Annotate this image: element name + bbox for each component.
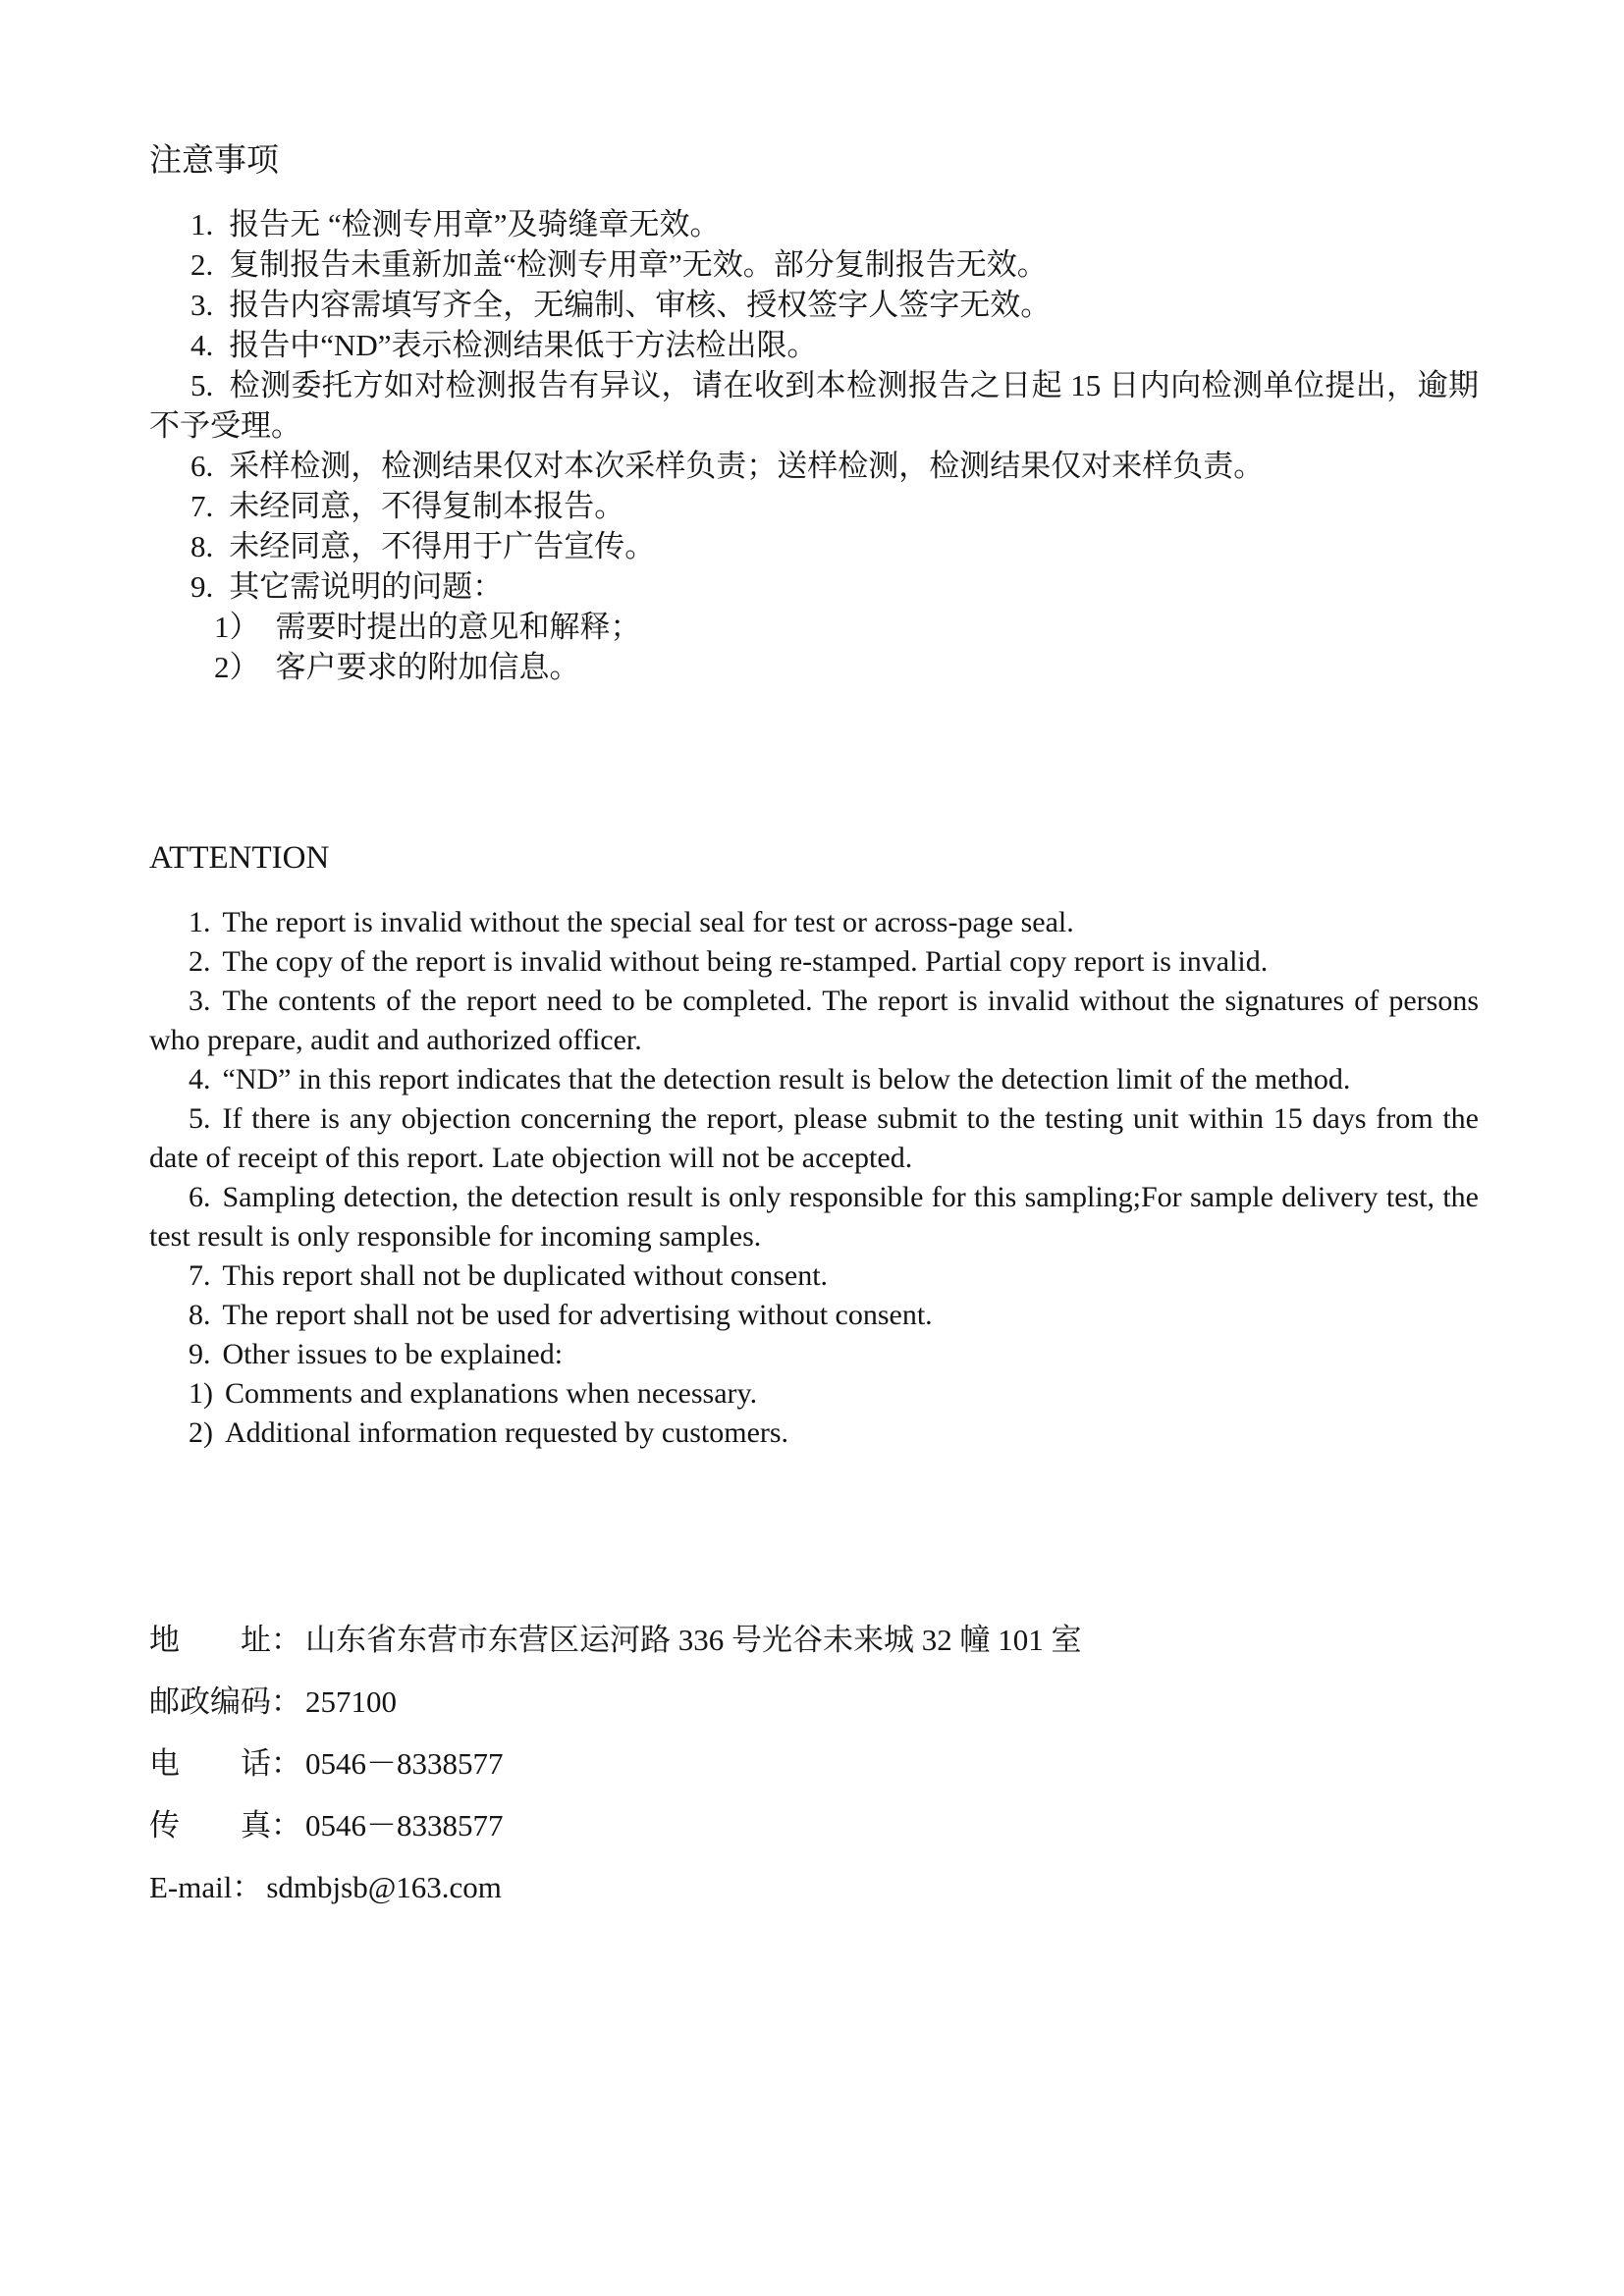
attention-item-text: The copy of the report is invalid without being re-stamped. Partial copy report is invalid. — [222, 945, 1269, 978]
contact-value: 0546－8338577 — [305, 1808, 504, 1842]
notice-item-text: 复制报告未重新加盖“检测专用章”无效。部分复制报告无效。 — [229, 247, 1048, 282]
list-number: 3. — [190, 288, 214, 322]
notice-item — [149, 325, 1479, 365]
contact-label: 邮政编码： — [149, 1684, 301, 1719]
list-number: 2) — [189, 1416, 213, 1449]
attention-title: ATTENTION — [149, 840, 330, 876]
notice-item-text: 未经同意，不得用于广告宣传。 — [229, 529, 656, 563]
notice-item — [149, 244, 1479, 285]
attention-item-text: The contents of the report need to be completed. The report is invalid without the signatures of persons who prepare, audit and authorized officer. — [149, 985, 1479, 1056]
list-number: 1） — [214, 610, 260, 644]
list-number: 7. — [189, 1259, 211, 1292]
notice-item — [149, 526, 1479, 566]
attention-item-text: Comments and explanations when necessary. — [225, 1377, 758, 1410]
list-number: 4. — [190, 328, 214, 362]
list-number: 5. — [190, 368, 214, 402]
list-number: 2. — [189, 945, 211, 978]
list-number: 6. — [189, 1181, 211, 1213]
attention-item — [149, 1296, 1479, 1335]
notice-subitem — [149, 647, 1479, 687]
contact-label: 传 真： — [149, 1808, 301, 1842]
attention-item-text: Sampling detection, the detection result is only responsible for this sampling;For sample delivery test, the test result is only responsible for incoming samples. — [149, 1181, 1479, 1253]
contact-value: sdmbjsb@163.com — [266, 1870, 502, 1904]
notice-item-text: 报告无 “检测专用章”及骑缝章无效。 — [229, 207, 721, 241]
contact-line-fax — [149, 1805, 1479, 1845]
contact-label: 地 址： — [149, 1623, 301, 1657]
list-number: 2. — [190, 247, 214, 282]
list-number: 8. — [190, 529, 214, 563]
notice-item-text: 其它需说明的问题： — [229, 569, 504, 604]
contact-line-email — [149, 1867, 1479, 1907]
notice-item-text: 检测委托方如对检测报告有异议，请在收到本检测报告之日起 15 日内向检测单位提出，逾期不予受理。 — [149, 368, 1479, 443]
notice-item-text: 报告内容需填写齐全，无编制、审核、授权签字人签字无效。 — [229, 288, 1052, 322]
contact-value: 山东省东营市东营区运河路 336 号光谷未来城 32 幢 101 室 — [305, 1623, 1082, 1657]
attention-item — [149, 1060, 1479, 1099]
attention-list — [149, 903, 1479, 1453]
list-number: 3. — [189, 985, 211, 1017]
notice-item-text: 未经同意，不得复制本报告。 — [229, 489, 625, 523]
notice-item — [149, 566, 1479, 607]
attention-item — [149, 1335, 1479, 1374]
notice-title: 注意事项 — [149, 143, 279, 179]
attention-item-text: Additional information requested by customers. — [225, 1416, 789, 1449]
attention-item — [149, 1256, 1479, 1296]
list-number: 7. — [190, 489, 214, 523]
notice-subitem — [149, 607, 1479, 647]
notice-item-text: 需要时提出的意见和解释； — [275, 610, 641, 644]
attention-item — [149, 903, 1479, 942]
contact-line-postcode — [149, 1682, 1479, 1722]
contact-line-address — [149, 1620, 1479, 1660]
attention-item-text: “ND” in this report indicates that the detection result is below the detection limit of the method. — [222, 1063, 1351, 1095]
attention-item — [149, 942, 1479, 982]
notice-list — [149, 204, 1479, 687]
list-number: 1. — [190, 207, 214, 241]
attention-item — [149, 982, 1479, 1060]
attention-item — [149, 1178, 1479, 1256]
attention-item — [149, 1099, 1479, 1178]
list-number: 9. — [190, 569, 214, 604]
attention-subitem — [149, 1374, 1479, 1414]
attention-item-text: This report shall not be duplicated without consent. — [222, 1259, 829, 1292]
notice-item — [149, 486, 1479, 526]
list-number: 1) — [189, 1377, 213, 1410]
contact-block — [149, 1620, 1479, 1907]
attention-item-text: The report is invalid without the special seal for test or across-page seal. — [222, 906, 1074, 938]
list-number: 1. — [189, 906, 211, 938]
contact-label: E-mail： — [149, 1870, 263, 1904]
notice-item-text: 报告中“ND”表示检测结果低于方法检出限。 — [229, 328, 818, 362]
attention-item-text: If there is any objection concerning the report, please submit to the testing unit within 15 days from the date of receipt of this report. Late objection will not be accepted. — [149, 1102, 1479, 1174]
list-number: 4. — [189, 1063, 211, 1095]
contact-line-phone — [149, 1743, 1479, 1784]
list-number: 6. — [190, 449, 214, 483]
attention-item-text: The report shall not be used for advertising without consent. — [222, 1299, 933, 1331]
list-number: 9. — [189, 1338, 211, 1370]
notice-item — [149, 365, 1479, 446]
notice-item — [149, 204, 1479, 244]
notice-item-text: 采样检测，检测结果仅对本次采样负责；送样检测，检测结果仅对来样负责。 — [229, 449, 1265, 483]
list-number: 2） — [214, 650, 260, 684]
notice-item-text: 客户要求的附加信息。 — [275, 650, 580, 684]
contact-value: 257100 — [305, 1684, 397, 1719]
notice-item — [149, 446, 1479, 486]
attention-item-text: Other issues to be explained: — [222, 1338, 564, 1370]
list-number: 8. — [189, 1299, 211, 1331]
attention-subitem — [149, 1414, 1479, 1453]
notice-item — [149, 285, 1479, 325]
list-number: 5. — [189, 1102, 211, 1135]
contact-label: 电 话： — [149, 1746, 301, 1781]
contact-value: 0546－8338577 — [305, 1746, 504, 1781]
